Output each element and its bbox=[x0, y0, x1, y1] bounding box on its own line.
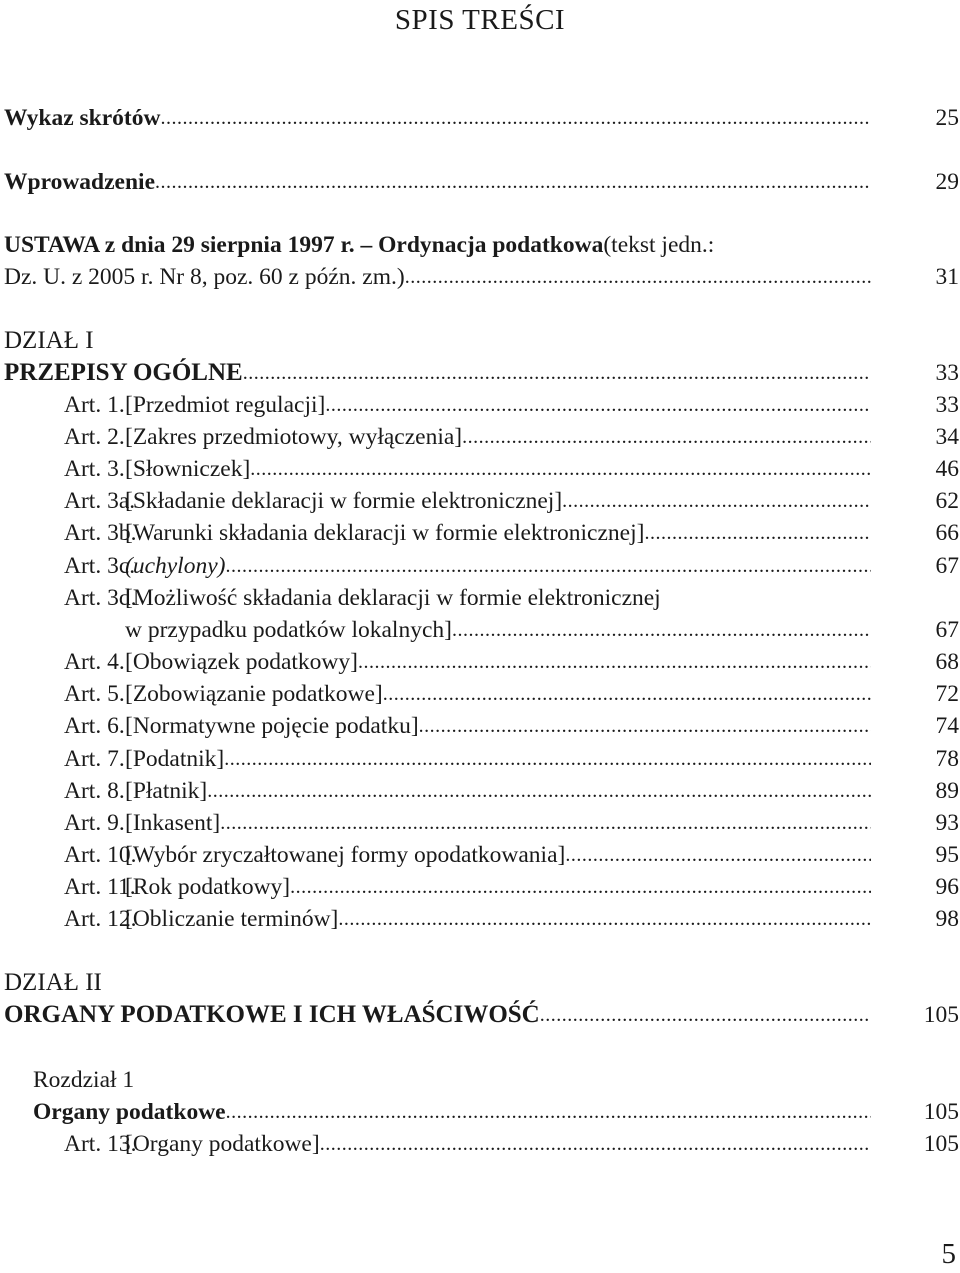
dzial-1-title[interactable] bbox=[4, 355, 959, 387]
leader-dots bbox=[565, 841, 871, 869]
toc-entry-page: 33 bbox=[935, 360, 959, 386]
article-title: [Wybór zryczałtowanej formy opodatkowania] bbox=[125, 842, 566, 868]
leader-dots bbox=[325, 391, 871, 419]
toc-entry-page: 105 bbox=[923, 1099, 959, 1125]
toc-entry-page: 96 bbox=[935, 874, 959, 900]
toc-entry-title: Wykaz skrótów bbox=[4, 105, 161, 131]
toc-article[interactable] bbox=[4, 1126, 959, 1158]
article-number: Art. 3b. bbox=[64, 520, 137, 546]
toc-article[interactable] bbox=[4, 483, 959, 515]
leader-dots bbox=[562, 487, 871, 515]
toc-entry-page: 72 bbox=[935, 681, 959, 707]
toc-entry-title: Wprowadzenie bbox=[4, 169, 156, 195]
toc-article[interactable] bbox=[4, 419, 959, 451]
article-title: [Obowiązek podatkowy] bbox=[125, 649, 358, 675]
toc-entry-page: 34 bbox=[935, 424, 959, 450]
toc-article[interactable] bbox=[4, 805, 959, 837]
toc-act-line2[interactable] bbox=[4, 259, 959, 291]
leader-dots bbox=[405, 263, 871, 291]
article-title: [Normatywne pojęcie podatku] bbox=[125, 713, 419, 739]
toc-article[interactable] bbox=[4, 773, 959, 805]
toc-article[interactable] bbox=[4, 901, 959, 933]
toc-entry-page: 46 bbox=[935, 456, 959, 482]
toc-entry-wykaz[interactable] bbox=[4, 100, 959, 132]
toc-article[interactable] bbox=[4, 676, 959, 708]
section-title: ORGANY PODATKOWE I ICH WŁAŚCIWOŚĆ bbox=[4, 1001, 540, 1028]
dzial-2-title[interactable] bbox=[4, 997, 959, 1029]
toc-article[interactable] bbox=[4, 869, 959, 901]
leader-dots bbox=[226, 1098, 871, 1126]
leader-dots bbox=[224, 745, 871, 773]
article-number: Art. 3d. bbox=[64, 585, 137, 611]
section-title: PRZEPISY OGÓLNE bbox=[4, 359, 243, 386]
article-title: [Płatnik] bbox=[125, 778, 208, 804]
article-number: Art. 12. bbox=[64, 906, 137, 932]
article-number: Art. 6. bbox=[64, 713, 125, 739]
article-title: [Możliwość składania deklaracji w formie elektronicznej bbox=[125, 585, 661, 611]
leader-dots bbox=[452, 616, 871, 644]
toc-article-continuation[interactable] bbox=[4, 612, 959, 644]
leader-dots bbox=[243, 359, 871, 387]
toc-entry-page: 67 bbox=[935, 617, 959, 643]
article-number: Art. 10. bbox=[64, 842, 137, 868]
article-title-continuation: w przypadku podatków lokalnych] bbox=[125, 617, 452, 643]
toc-article[interactable] bbox=[4, 708, 959, 740]
leader-dots bbox=[540, 1001, 871, 1029]
article-title: [Słowniczek] bbox=[125, 456, 251, 482]
article-title: [Składanie deklaracji w formie elektronicznej] bbox=[125, 488, 563, 514]
act-title-rest: (tekst jedn.: bbox=[603, 232, 715, 258]
rozdzial-1-label: Rozdział 1 bbox=[33, 1067, 135, 1093]
leader-dots bbox=[419, 712, 871, 740]
article-title: [Przedmiot regulacji] bbox=[125, 392, 326, 418]
leader-dots bbox=[207, 777, 871, 805]
article-title: [Organy podatkowe] bbox=[125, 1131, 320, 1157]
toc-article[interactable] bbox=[4, 837, 959, 869]
leader-dots bbox=[290, 873, 871, 901]
toc-entry-wprowadzenie[interactable] bbox=[4, 164, 959, 196]
article-number: Art. 11. bbox=[64, 874, 136, 900]
article-title: [Zakres przedmiotowy, wyłączenia] bbox=[125, 424, 463, 450]
article-number: Art. 9. bbox=[64, 810, 125, 836]
dzial-2-label: DZIAŁ II bbox=[4, 969, 102, 996]
article-title: [Zobowiązanie podatkowe] bbox=[125, 681, 383, 707]
article-title: [Podatnik] bbox=[125, 746, 225, 772]
toc-article[interactable] bbox=[4, 580, 959, 612]
toc-article[interactable] bbox=[4, 741, 959, 773]
toc-entry-page: 25 bbox=[935, 105, 959, 131]
leader-dots bbox=[338, 905, 871, 933]
toc-act-line1[interactable] bbox=[4, 227, 959, 259]
toc-entry-page: 29 bbox=[935, 169, 959, 195]
toc-entry-page: 74 bbox=[935, 713, 959, 739]
rozdzial-1-title[interactable] bbox=[4, 1094, 959, 1126]
toc-article[interactable] bbox=[4, 451, 959, 483]
leader-dots bbox=[160, 104, 871, 132]
toc-article[interactable] bbox=[4, 515, 959, 547]
page-title: SPIS TREŚCI bbox=[394, 4, 566, 36]
leader-dots bbox=[320, 1130, 871, 1158]
dzial-1-label: DZIAŁ I bbox=[4, 327, 94, 354]
article-number: Art. 7. bbox=[64, 746, 125, 772]
toc-entry-page: 31 bbox=[935, 264, 959, 290]
toc-entry-page: 78 bbox=[935, 746, 959, 772]
act-source: Dz. U. z 2005 r. Nr 8, poz. 60 z późn. zm.) bbox=[4, 264, 405, 290]
toc-article[interactable] bbox=[4, 387, 959, 419]
article-number: Art. 13. bbox=[64, 1131, 137, 1157]
toc-entry-page: 89 bbox=[935, 778, 959, 804]
article-title: [Rok podatkowy] bbox=[125, 874, 291, 900]
toc-entry-page: 105 bbox=[923, 1131, 959, 1157]
toc-entry-page: 95 bbox=[935, 842, 959, 868]
leader-dots bbox=[250, 455, 871, 483]
article-title: [Obliczanie terminów] bbox=[125, 906, 339, 932]
article-number: Art. 3. bbox=[64, 456, 125, 482]
toc-entry-page: 98 bbox=[935, 906, 959, 932]
page-number: 5 bbox=[941, 1238, 956, 1270]
leader-dots bbox=[383, 680, 871, 708]
article-number: Art. 3a. bbox=[64, 488, 136, 514]
leader-dots bbox=[155, 168, 871, 196]
article-number: Art. 8. bbox=[64, 778, 125, 804]
toc-entry-page: 67 bbox=[935, 553, 959, 579]
act-title: USTAWA z dnia 29 sierpnia 1997 r. – Ordynacja podatkowa bbox=[4, 232, 604, 258]
article-number: Art. 4. bbox=[64, 649, 125, 675]
article-number: Art. 2. bbox=[64, 424, 125, 450]
toc-entry-page: 66 bbox=[935, 520, 959, 546]
leader-dots bbox=[462, 423, 871, 451]
toc-article[interactable] bbox=[4, 644, 959, 676]
article-title: (uchylony) bbox=[125, 553, 226, 579]
toc-entry-page: 68 bbox=[935, 649, 959, 675]
article-title: [Warunki składania deklaracji w formie elektronicznej] bbox=[125, 520, 645, 546]
leader-dots bbox=[644, 519, 871, 547]
article-number: Art. 5. bbox=[64, 681, 125, 707]
leader-dots bbox=[220, 809, 871, 837]
chapter-title: Organy podatkowe bbox=[33, 1099, 226, 1125]
toc-entry-page: 62 bbox=[935, 488, 959, 514]
toc-entry-page: 33 bbox=[935, 392, 959, 418]
article-number: Art. 3c. bbox=[64, 553, 136, 579]
article-title: [Inkasent] bbox=[125, 810, 221, 836]
article-number: Art. 1. bbox=[64, 392, 125, 418]
leader-dots bbox=[358, 648, 871, 676]
toc-article[interactable] bbox=[4, 548, 959, 580]
toc-entry-page: 105 bbox=[923, 1002, 959, 1028]
toc-entry-page: 93 bbox=[935, 810, 959, 836]
leader-dots bbox=[225, 552, 871, 580]
